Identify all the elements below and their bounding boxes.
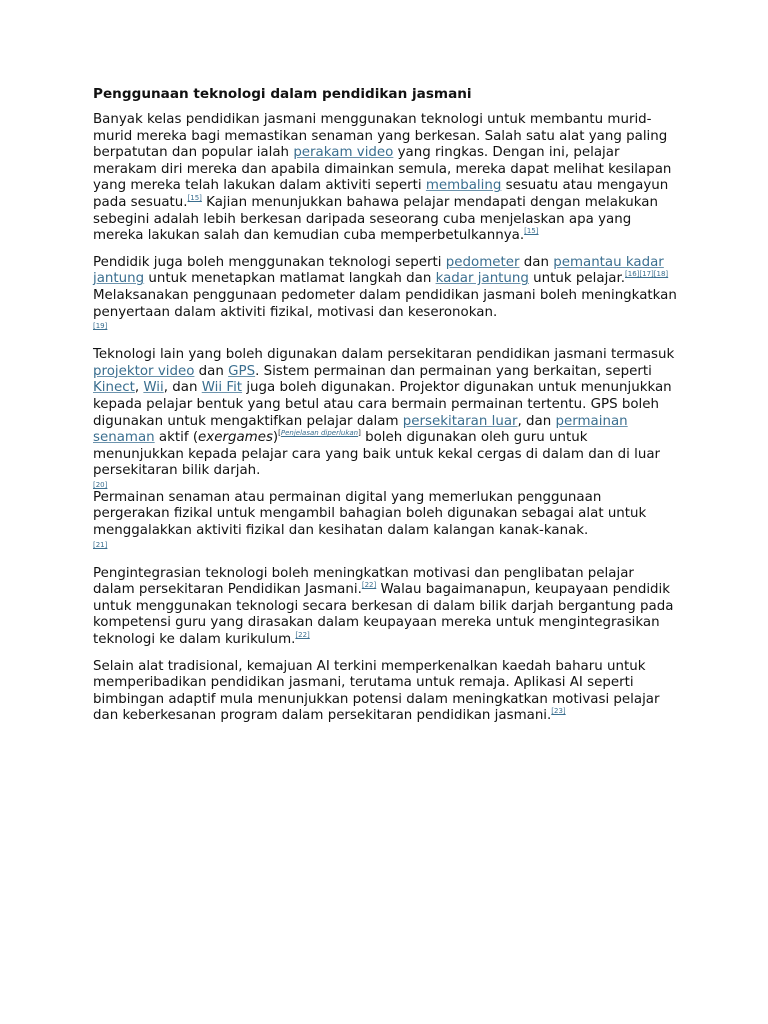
link-permainan-senaman[interactable]: permainan senaman	[93, 413, 628, 446]
document-page	[93, 86, 678, 735]
citation-20[interactable]: [20]	[93, 480, 108, 489]
paragraph-5	[93, 659, 678, 725]
link-membaling[interactable]: membaling	[425, 178, 502, 194]
text: Permainan senaman atau permainan digital yang memerlukan penggunaan pergerakan fizikal untuk mengambil bahagian boleh digunakan sebagai alat untuk menggalakkan aktiviti fizikal dan kesihatan dalam kalangan kanak-kanak.	[93, 489, 647, 539]
term-exergames: exergames	[198, 430, 273, 446]
paragraph-2	[93, 255, 678, 331]
citation-23[interactable]: [23]	[551, 707, 566, 716]
text: Banyak kelas pendidikan jasmani menggunakan teknologi untuk membantu murid-murid mereka bagi memastikan senaman yang berkesan. Salah satu alat yang paling berpatutan dan popular ialah	[93, 112, 668, 161]
citation-22[interactable]: [22]	[361, 581, 377, 590]
citation-16[interactable]: [16]	[625, 270, 640, 279]
link-kadar-jantung[interactable]: kadar jantung	[435, 271, 529, 287]
citation-15[interactable]: [15]	[187, 193, 202, 202]
citation-18[interactable]: [18]	[653, 270, 669, 279]
link-kinect[interactable]: Kinect	[93, 380, 135, 396]
text: . Sistem permainan dan permainan yang berkaitan, seperti	[255, 363, 652, 379]
link-wii[interactable]: Wii	[143, 380, 164, 396]
section-heading: Penggunaan teknologi dalam pendidikan jasmani	[93, 86, 472, 102]
note-bracket-open: [	[278, 429, 281, 438]
citation-22[interactable]: [22]	[295, 631, 310, 640]
citation-17[interactable]: [17]	[639, 270, 654, 279]
citation-15[interactable]: [15]	[524, 227, 539, 236]
paragraph-1	[93, 112, 678, 245]
link-projektor-video[interactable]: projektor video	[93, 363, 195, 379]
citation-21[interactable]: [21]	[93, 540, 108, 549]
link-pemantau-kadar-jantung[interactable]: pemantau kadar jantung	[93, 254, 664, 287]
note-bracket-close: ]	[358, 429, 361, 438]
text: juga boleh digunakan. Projektor digunakan untuk menunjukkan kepada pelajar bentuk yang betul atau cara bermain permainan tertentu. GPS boleh digunakan untuk mengaktifkan pelajar dalam	[93, 380, 672, 429]
text: Pendidik juga boleh menggunakan teknologi seperti	[93, 254, 446, 270]
text: yang ringkas. Dengan ini, pelajar merakam diri mereka dan apabila dimainkan semula, mereka dapat melihat kesilapan yang mereka telah lakukan dalam aktiviti seperti	[93, 145, 672, 194]
text: Melaksanakan penggunaan pedometer dalam pendidikan jasmani boleh meningkatkan penyertaan dalam aktiviti fizikal, motivasi dan keseronokan.	[93, 287, 677, 320]
link-gps[interactable]: GPS	[228, 363, 256, 379]
text: dan	[519, 254, 554, 270]
link-persekitaran-luar[interactable]: persekitaran luar	[402, 413, 518, 429]
text: Pengintegrasian teknologi boleh meningkatkan motivasi dan penglibatan pelajar dalam persekitaran Pendidikan Jasmani.	[93, 565, 634, 598]
paragraph-4	[93, 566, 678, 649]
text: sesuatu atau mengayun pada sesuatu.	[93, 178, 669, 210]
text: ,	[134, 380, 144, 396]
text: , dan	[517, 413, 556, 429]
text: Teknologi lain yang boleh digunakan dalam persekitaran pendidikan jasmani termasuk	[93, 347, 675, 363]
text: untuk pelajar.	[528, 271, 626, 287]
link-pedometer[interactable]: pedometer	[445, 254, 520, 270]
text: boleh digunakan oleh guru untuk menunjukkan kepada pelajar cara yang baik untuk kekal cergas di dalam dan di luar persekitaran bilik darjah.	[93, 430, 661, 479]
text: dan	[194, 363, 229, 379]
text: Selain alat tradisional, kemajuan AI terkini memperkenalkan kaedah baharu untuk memperibadikan pendidikan jasmani, terutama untuk remaja. Aplikasi AI seperti bimbingan adaptif mula menunjukkan potensi dalam meningkatkan motivasi pelajar dan keberkesanan program dalam persekitaran pendidikan jasmani.	[93, 658, 660, 724]
text: Walau bagaimanapun, keupayaan pendidik untuk menggunakan teknologi secara berkesan di dalam bilik darjah bergantung pada kompetensi guru yang dirasakan dalam keupayaan mereka untuk mengintegrasikan teknologi ke dalam kurikulum.	[93, 582, 674, 648]
text: aktif (	[154, 430, 199, 446]
citation-19[interactable]: [19]	[93, 322, 108, 331]
text: untuk menetapkan matlamat langkah dan	[144, 271, 436, 287]
text: Kajian menunjukkan bahawa pelajar mendapati dengan melakukan sebegini adalah lebih berkesan daripada seseorang cuba menjelaskan apa yang mereka lakukan salah dan kemudian cuba memperbetulkannya.	[93, 194, 658, 244]
clarification-needed-note[interactable]: Penjelasan diperlukan	[280, 429, 359, 438]
text: , dan	[163, 380, 202, 396]
link-wii-fit[interactable]: Wii Fit	[201, 380, 243, 396]
link-perakam-video[interactable]: perakam video	[293, 145, 394, 161]
paragraph-3	[93, 347, 678, 550]
text: )	[272, 430, 279, 446]
